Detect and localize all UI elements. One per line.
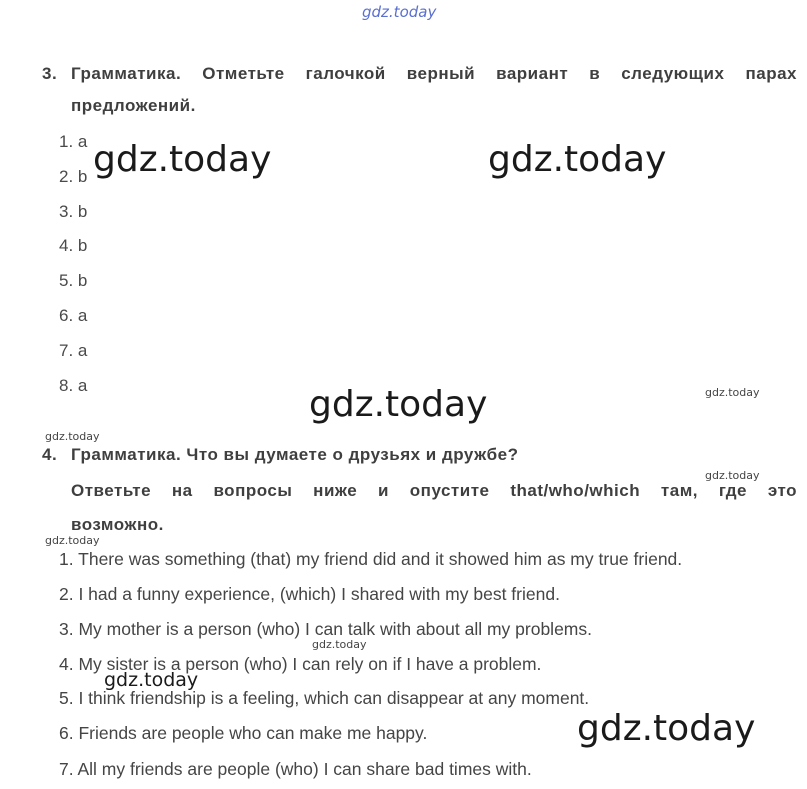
task4-sentence-4: 4. My sister is a person (who) I can rely on if I have a problem. bbox=[59, 654, 542, 674]
task3-heading-text: Грамматика. Отметьте галочкой верный вариант в следующих парах bbox=[71, 64, 797, 83]
task4-sentence-6: 6. Friends are people who can make me happy. bbox=[59, 723, 428, 743]
watermark-big-2: gdz.today bbox=[488, 139, 667, 180]
task4-sentence-3: 3. My mother is a person (who) I can talk with about all my problems. bbox=[59, 619, 592, 639]
task4-sentence-1: 1. There was something (that) my friend did and it showed him as my true friend. bbox=[59, 549, 683, 569]
watermark-big-1: gdz.today bbox=[93, 139, 272, 180]
watermark-big-3: gdz.today bbox=[309, 384, 488, 425]
task3-answer-2: 2. b bbox=[59, 167, 88, 186]
watermark-small-5: gdz.today bbox=[312, 638, 367, 651]
watermark-small-3: gdz.today bbox=[705, 469, 760, 482]
task4-sentence-5: 5. I think friendship is a feeling, which can disappear at any moment. bbox=[59, 688, 590, 708]
task4-sentence-2: 2. I had a funny experience, (which) I shared with my best friend. bbox=[59, 584, 560, 604]
watermark-small-4: gdz.today bbox=[45, 534, 100, 547]
task3-answer-3: 3. b bbox=[59, 202, 88, 221]
task4-sub-line2: возможно. bbox=[71, 515, 164, 534]
task3-answer-8: 8. a bbox=[59, 376, 88, 395]
task3-heading-line2: предложений. bbox=[71, 96, 196, 115]
watermark-small-2: gdz.today bbox=[45, 430, 100, 443]
watermark-small-1: gdz.today bbox=[705, 386, 760, 399]
watermark-top: gdz.today bbox=[362, 3, 437, 21]
task4-number: 4. bbox=[42, 445, 58, 464]
watermark-big-4: gdz.today bbox=[577, 708, 756, 749]
task3-answer-5: 5. b bbox=[59, 271, 88, 290]
task4-sub-text: Ответьте на вопросы ниже и опустите that/who/which там, где это bbox=[71, 481, 797, 500]
task4-sub-line1 bbox=[71, 481, 797, 501]
task4-sentence-7: 7. All my friends are people (who) I can share bad times with. bbox=[59, 759, 532, 779]
watermark-medium: gdz.today bbox=[104, 669, 199, 691]
task4-heading: Грамматика. Что вы думаете о друзьях и дружбе? bbox=[71, 445, 519, 464]
task3-heading-line1 bbox=[71, 64, 797, 84]
task3-answer-1: 1. a bbox=[59, 132, 88, 151]
task3-number: 3. bbox=[42, 64, 58, 83]
task3-answer-7: 7. a bbox=[59, 341, 88, 360]
task3-answer-6: 6. a bbox=[59, 306, 88, 325]
task3-answer-4: 4. b bbox=[59, 236, 88, 255]
